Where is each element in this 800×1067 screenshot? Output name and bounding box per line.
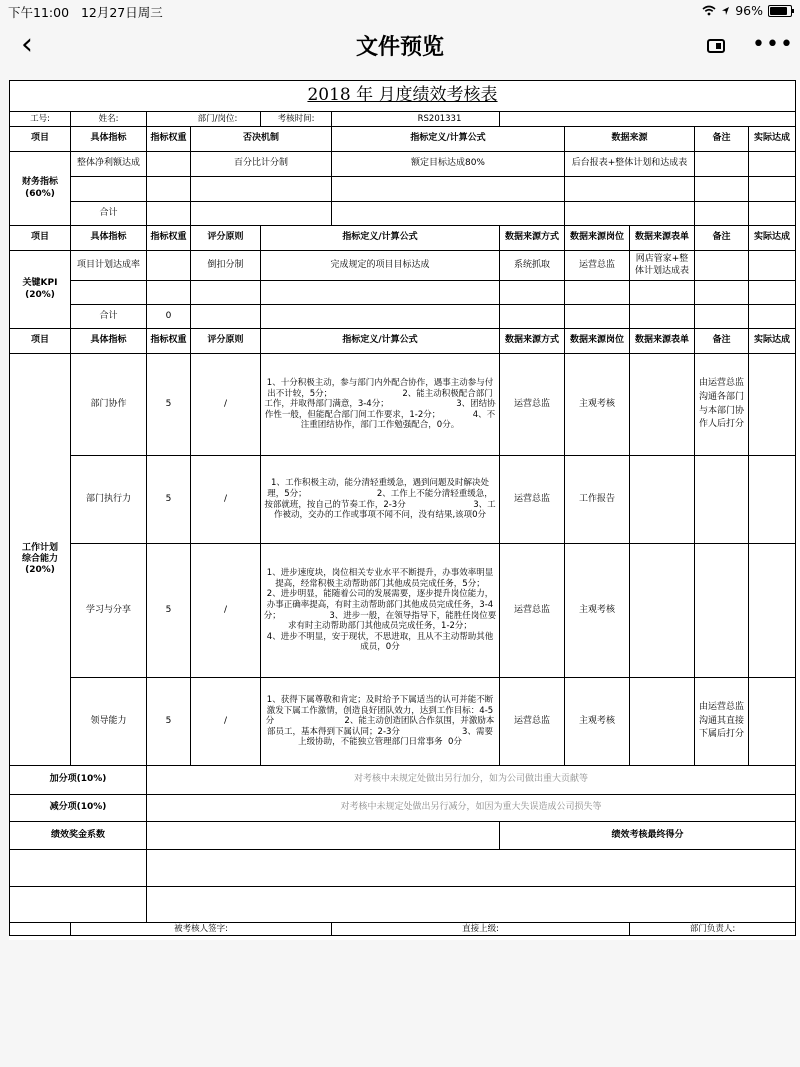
- col-form: 数据来源表单: [630, 226, 695, 251]
- cell-weight: 5: [147, 544, 191, 678]
- col-source: 数据来源: [565, 127, 695, 152]
- header-row-3: [10, 329, 796, 354]
- status-right: [702, 3, 792, 18]
- minus-text: 对考核中未规定处做出另行减分，如因为重大失误造成公司损失等: [147, 795, 796, 822]
- cell-weight: 5: [147, 456, 191, 544]
- table-row: [10, 305, 796, 329]
- reader-mode-icon[interactable]: [707, 39, 725, 53]
- signature-leader: 直接上级:: [332, 923, 630, 936]
- cell-formula: 1、获得下属尊敬和肯定；及时给予下属适当的认可并能不断激发下属工作激情，创造良好团队效力，达到工作目标：4-5分 2、能主动创造团队合作氛围，并激励本部员工，基本得到下属认同；2-3分 3、需要上级协助，不能独立管理部门日常事务 0分: [261, 678, 500, 766]
- cell-method: 运营总监: [500, 354, 565, 456]
- col-weight: 指标权重: [147, 127, 191, 152]
- bonus-label: 加分项(10%): [10, 766, 147, 795]
- col-formula: 指标定义/计算公式: [332, 127, 565, 152]
- signature-person: 被考核人签字:: [71, 923, 332, 936]
- cell-note: [695, 456, 749, 544]
- period-label: 考核时间:: [261, 112, 332, 127]
- col-weight: 指标权重: [147, 226, 191, 251]
- cell-principle: 倒扣分制: [191, 251, 261, 281]
- table-row: [10, 251, 796, 281]
- col-actual: 实际达成: [749, 226, 796, 251]
- battery-icon: [768, 5, 792, 17]
- cell-note: 由运营总监沟通各部门与本部门协作人后打分: [695, 354, 749, 456]
- col-formula: 指标定义/计算公式: [261, 329, 500, 354]
- table-row: [10, 456, 796, 544]
- wifi-icon: [702, 5, 716, 16]
- performance-table: [9, 80, 796, 936]
- col-indicator: 具体指标: [71, 226, 147, 251]
- col-form: 数据来源表单: [630, 329, 695, 354]
- cell-indicator: 部门执行力: [71, 456, 147, 544]
- kpi-label: 关键KPI (20%): [10, 251, 71, 329]
- table-row: [10, 354, 796, 456]
- cell-post: 运营总监: [565, 251, 630, 281]
- cell-note: [695, 544, 749, 678]
- finance-label: 财务指标 (60%): [10, 152, 71, 226]
- col-principle: 评分原则: [191, 226, 261, 251]
- name-label: 姓名:: [71, 112, 147, 127]
- col-note: 备注: [695, 329, 749, 354]
- table-row: [10, 887, 796, 923]
- page-title: 文件预览: [355, 35, 444, 60]
- col-indicator: 具体指标: [71, 127, 147, 152]
- col-item: 项目: [10, 329, 71, 354]
- col-actual: 实际达成: [749, 127, 796, 152]
- col-item: 项目: [10, 127, 71, 152]
- cell-note: 由运营总监沟通其直接下属后打分: [695, 678, 749, 766]
- nav-bar: [0, 22, 800, 72]
- col-weight: 指标权重: [147, 329, 191, 354]
- cell-indicator: 领导能力: [71, 678, 147, 766]
- kpi-total-weight: 0: [147, 305, 191, 329]
- cell-formula: 1、进步速度块，岗位相关专业水平不断提升，办事效率明显提高，经常积极主动帮助部门其他成员完成任务，5分； 2、进步明显，能随着公司的发展需要，逐步提升岗位能力，办事正确率提高，有时主动帮助部门其他成员完成任务，3-4分； 3、进步一般，在领导指导下，能胜任岗位要求有时主动帮助部门其他成员完成任务，1-2分； 4、进步不明显，安于现状，不思进取，且从不主动帮助其他成员，0分: [261, 544, 500, 678]
- status-bar: [0, 0, 800, 22]
- sheet-title: 2018 年 月度绩效考核表: [307, 85, 498, 106]
- col-veto: 否决机制: [191, 127, 332, 152]
- cell-post: 主观考核: [565, 678, 630, 766]
- cell-formula: 1、工作积极主动，能分清轻重缓急，遇到问题及时解决处理，5分； 2、工作上不能分清轻重缓急，按部就班，按自己的节奏工作，2-3分 3、工作被动，交办的工作或事项不闻不问，没有结果,该项0分: [261, 456, 500, 544]
- table-row: [10, 177, 796, 202]
- cell-method: 运营总监: [500, 678, 565, 766]
- col-post: 数据来源岗位: [565, 329, 630, 354]
- title-row: [10, 81, 796, 112]
- cell-method: 运营总监: [500, 456, 565, 544]
- cell-principle: /: [191, 354, 261, 456]
- cell-post: 主观考核: [565, 354, 630, 456]
- bonus-row: [10, 766, 796, 795]
- cell-indicator: 部门协作: [71, 354, 147, 456]
- table-row: [10, 678, 796, 766]
- signature-row: [10, 923, 796, 936]
- work-label: 工作计划 综合能力 (20%): [10, 354, 71, 766]
- cell-principle: /: [191, 544, 261, 678]
- cell-formula: 1、十分积极主动，参与部门内外配合协作，遇事主动参与付出不计较，5分； 2、能主动积极配合部门工作，并取得部门满意，3-4分； 3、团结协作性一般，但能配合部门间工作要求，1-2分； 4、不注重团结协作，部门工作勉强配合，0分。: [261, 354, 500, 456]
- table-row: [10, 281, 796, 305]
- coef-row: [10, 822, 796, 850]
- col-method: 数据来源方式: [500, 329, 565, 354]
- coef-label: 绩效奖金系数: [10, 822, 147, 850]
- col-method: 数据来源方式: [500, 226, 565, 251]
- col-post: 数据来源岗位: [565, 226, 630, 251]
- col-item: 项目: [10, 226, 71, 251]
- cell-formula: 完成规定的项目目标达成: [261, 251, 500, 281]
- col-principle: 评分原则: [191, 329, 261, 354]
- cell-veto: 百分比计分制: [191, 152, 332, 177]
- cell-weight: 5: [147, 354, 191, 456]
- dept-label: 部门/岗位:: [147, 112, 261, 127]
- header-row-2: [10, 226, 796, 251]
- col-formula: 指标定义/计算公式: [261, 226, 500, 251]
- cell-indicator: 整体净利额达成: [71, 152, 147, 177]
- location-icon: [721, 6, 730, 16]
- table-row: [10, 544, 796, 678]
- back-icon[interactable]: ‹: [21, 27, 33, 62]
- table-row: [10, 152, 796, 177]
- cell-method: 运营总监: [500, 544, 565, 678]
- status-time: 下午11:00 12月27日周三: [8, 5, 163, 20]
- cell-source: 后台报表+整体计划和达成表: [565, 152, 695, 177]
- document-page: [9, 80, 800, 940]
- cell-formula: 额定目标达成80%: [332, 152, 565, 177]
- cell-indicator: 学习与分享: [71, 544, 147, 678]
- col-actual: 实际达成: [749, 329, 796, 354]
- staff-no-label: 工号:: [10, 112, 71, 127]
- cell-method: 系统抓取: [500, 251, 565, 281]
- table-row: [10, 202, 796, 226]
- minus-label: 减分项(10%): [10, 795, 147, 822]
- info-row: [10, 112, 796, 127]
- cell-principle: /: [191, 678, 261, 766]
- cell-post: 主观考核: [565, 544, 630, 678]
- header-row-1: [10, 127, 796, 152]
- signature-head: 部门负责人:: [630, 923, 796, 936]
- col-indicator: 具体指标: [71, 329, 147, 354]
- cell-indicator: 项目计划达成率: [71, 251, 147, 281]
- cell-post: 工作报告: [565, 456, 630, 544]
- cell-principle: /: [191, 456, 261, 544]
- table-row: [10, 850, 796, 887]
- finance-total: 合计: [71, 202, 147, 226]
- minus-row: [10, 795, 796, 822]
- cell-weight: 5: [147, 678, 191, 766]
- code-value: RS201331: [332, 112, 500, 127]
- col-note: 备注: [695, 127, 749, 152]
- battery-percent: 96%: [735, 3, 763, 18]
- col-note: 备注: [695, 226, 749, 251]
- bonus-text: 对考核中未规定处做出另行加分，如为公司做出重大贡献等: [147, 766, 796, 795]
- cell-form: 网店管家+整体计划达成表: [630, 251, 695, 281]
- kpi-total: 合计: [71, 305, 147, 329]
- more-icon[interactable]: •••: [752, 32, 794, 57]
- final-score-label: 绩效考核最终得分: [500, 822, 796, 850]
